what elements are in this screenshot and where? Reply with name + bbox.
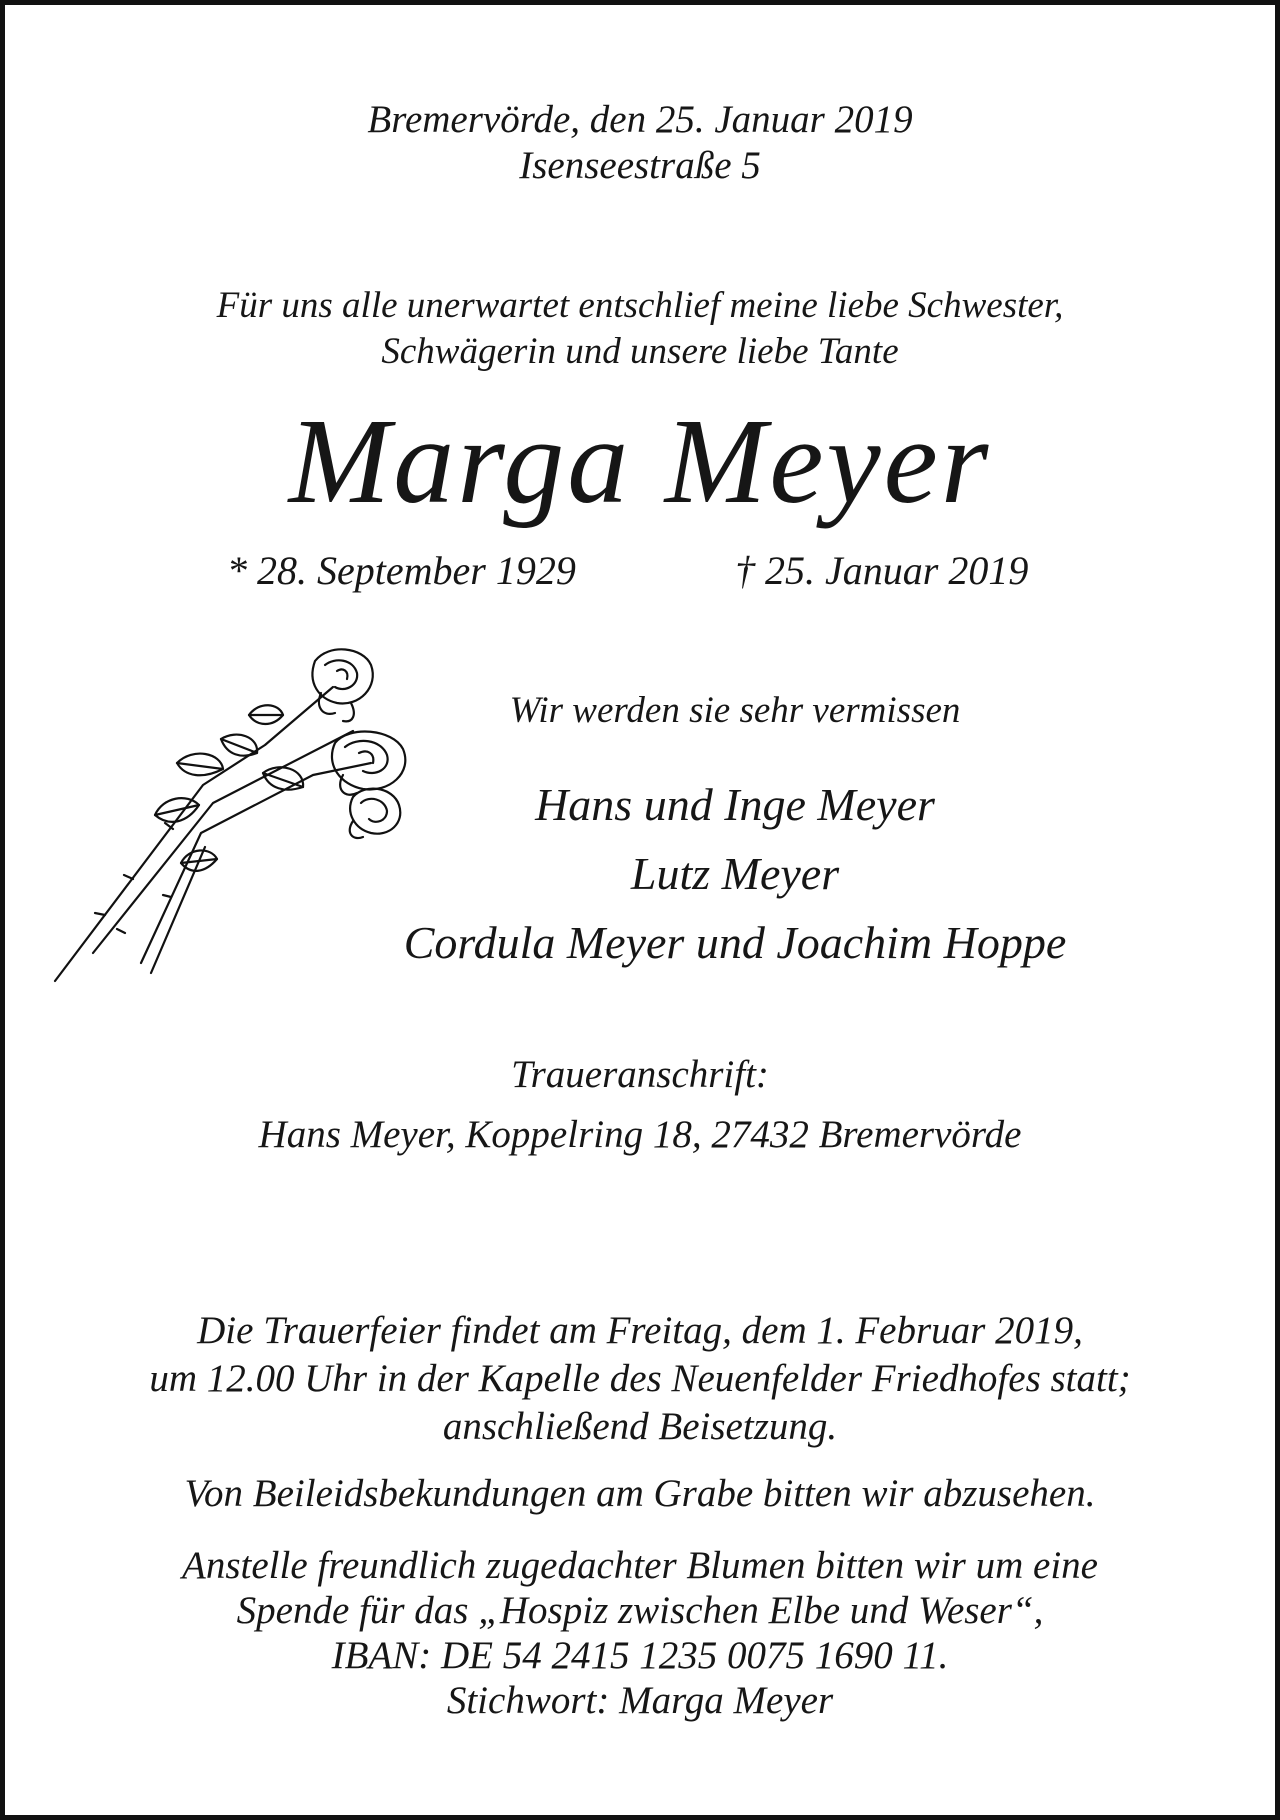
donation-request [5,1543,1275,1723]
donation-line-2: Spende für das „Hospiz zwischen Elbe und Weser“, [236,1589,1044,1632]
mourning-address-label: Traueranschrift: [511,1053,769,1096]
donation-keyword: Stichwort: Marga Meyer [446,1679,834,1722]
intro-line-1: Für uns alle unerwartet entschlief meine liebe Schwester, [216,285,1064,326]
family-members [305,770,1165,977]
family-member: Hans und Inge Meyer [535,779,935,830]
service-details [5,1307,1275,1451]
family-member: Lutz Meyer [630,848,840,899]
service-line-2: um 12.00 Uhr in der Kapelle des Neuenfelder Friedhofes statt; [149,1357,1131,1400]
family-message: Wir werden sie sehr vermissen [509,690,961,731]
service-line-3: anschließend Beisetzung. [442,1405,838,1448]
service-line-1: Die Trauerfeier findet am Freitag, dem 1. Februar 2019, [197,1309,1083,1352]
street-line: Isenseestraße 5 [519,144,761,187]
place-date-line: Bremervörde, den 25. Januar 2019 [367,98,913,141]
intro-text [5,283,1275,375]
donation-line-1: Anstelle freundlich zugedachter Blumen bitten wir um eine [182,1544,1098,1587]
donation-iban: IBAN: DE 54 2415 1235 0075 1690 11. [331,1634,949,1677]
family-member: Cordula Meyer und Joachim Hoppe [403,917,1067,968]
header-place-date [5,97,1275,189]
mourning-address-text: Hans Meyer, Koppelring 18, 27432 Bremervörde [258,1113,1022,1156]
intro-line-2: Schwägerin und unsere liebe Tante [381,331,899,372]
birth-date: * 28. September 1929 [227,548,576,593]
death-date: † 25. Januar 2019 [735,548,1029,593]
mourning-address [5,1045,1275,1165]
deceased-name: Marga Meyer [288,394,992,529]
condolence-note: Von Beileidsbekundungen am Grabe bitten wir abzusehen. [184,1472,1096,1515]
